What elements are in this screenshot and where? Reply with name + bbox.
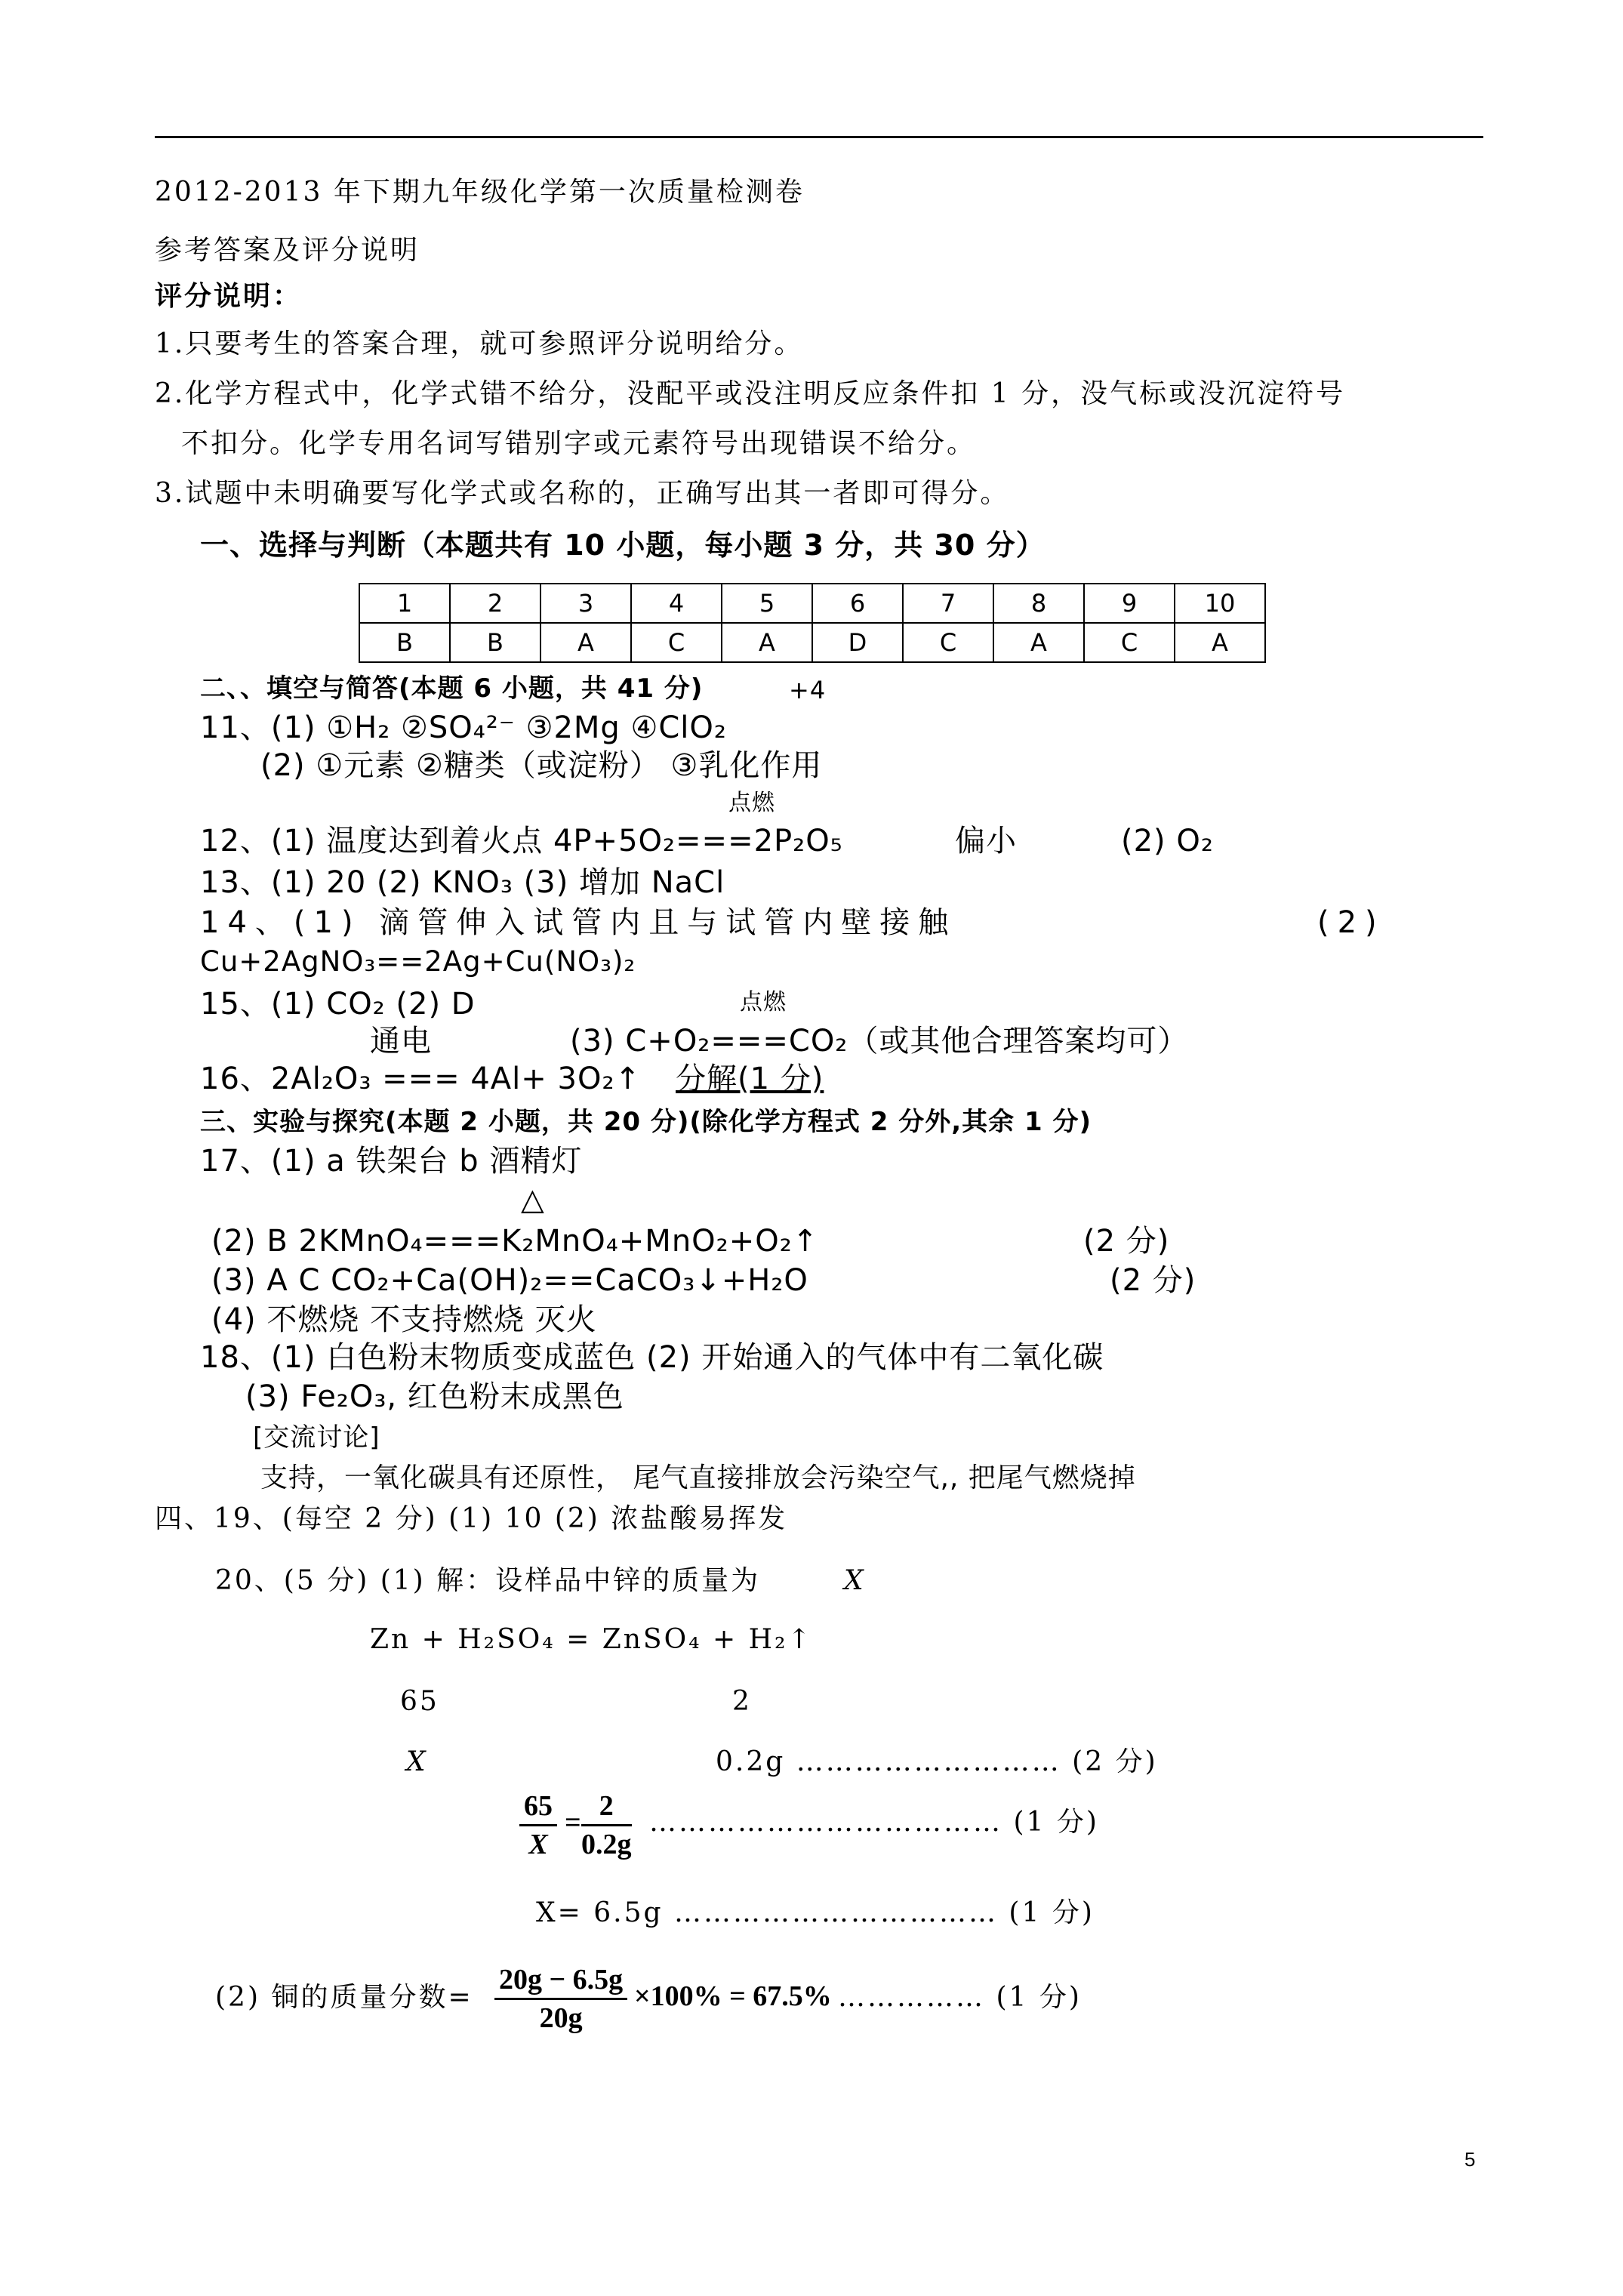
table-cell: 8 [993,584,1084,623]
valence-superscript: +4 [789,676,827,704]
q11-part2: (2) ①元素 ②糖类（或淀粉） ③乳化作用 [260,748,823,783]
table-cell: A [540,623,631,662]
table-cell: A [722,623,812,662]
percentage-score: …………… (1 分) [838,1982,1082,2013]
table-cell: B [359,623,450,662]
q17-part1: 17、(1) a 铁架台 b 酒精灯 [200,1144,583,1179]
table-cell: 9 [1084,584,1175,623]
condition-electrolysis: 通电 [370,1024,432,1059]
q19-answer: 四、19、(每空 2 分) (1) 10 (2) 浓盐酸易挥发 [155,1503,788,1534]
q20-part2-label: (2) 铜的质量分数= [215,1982,473,2013]
q20-unknown: X [406,1746,428,1777]
grading-rule-2a: 2.化学方程式中，化学式错不给分，没配平或没注明反应条件扣 1 分，没气标或没沉淀符号 [155,378,1346,409]
q14-part2-label: (2) [1317,905,1385,940]
ratio-fraction-left [519,1789,557,1861]
condition-ignite-2: 点燃 [740,989,787,1015]
q18-part3: (3) Fe₂O₃, 红色粉末成黑色 [245,1379,624,1414]
table-cell: 5 [722,584,812,623]
heat-condition-symbol: △ [521,1182,545,1217]
q11-part1: 11、(1) ①H₂ ②SO₄²⁻ ③2Mg ④ClO₂ [200,710,727,745]
page-number: 5 [1464,2148,1476,2171]
grading-rule-3: 3.试题中未明确要写化学式或名称的，正确写出其一者即可得分。 [155,478,1010,509]
q17-part2: (2) B 2KMnO₄===K₂MnO₄+MnO₂+O₂↑ [211,1224,819,1259]
percentage-numerator: 20g − 6.5g [494,1963,627,2000]
q20-equation: Zn + H₂SO₄ = ZnSO₄ + H₂↑ [370,1624,813,1655]
q17-part2-score: (2 分) [1083,1224,1170,1259]
table-cell: 10 [1175,584,1265,623]
percentage-denominator: 20g [539,2002,583,2034]
q15-part3: (3) C+O₂===CO₂（或其他合理答案均可） [570,1024,1189,1059]
table-cell: 3 [540,584,631,623]
section2-heading: 二、、填空与简答(本题 6 小题，共 41 分) [200,673,704,704]
q12-part1: 12、(1) 温度达到着火点 4P+5O₂===2P₂O₅ [200,824,843,858]
table-cell: C [1084,623,1175,662]
table-cell: 2 [450,584,540,623]
multiple-choice-answer-table [359,583,1266,663]
q17-part4: (4) 不燃烧 不支持燃烧 灭火 [211,1302,597,1337]
table-cell: B [450,623,540,662]
grading-heading: 评分说明： [155,280,303,312]
q20-given-mass: 0.2g ……………………… (2 分) [716,1746,1158,1777]
section1-heading: 一、选择与判断（本题共有 10 小题，每小题 3 分，共 30 分） [200,529,1046,562]
q20-result: X= 6.5g …………………………… (1 分) [536,1897,1095,1928]
q20-intro: 20、(5 分) (1) 解：设样品中锌的质量为 [215,1565,761,1596]
document-subtitle: 参考答案及评分说明 [155,235,420,266]
table-cell: 1 [359,584,450,623]
q14-part1: 14、(1) 滴管伸入试管内且与试管内壁接触 [200,905,957,940]
ratio-denominator-right: 0.2g [581,1829,632,1860]
table-cell: A [1175,623,1265,662]
ratio-numerator-left: 65 [519,1789,557,1826]
q20-variable: X [844,1565,866,1596]
table-cell: 7 [903,584,993,623]
q20-molar-mass-h2: 2 [732,1686,752,1717]
table-cell: D [812,623,903,662]
ratio-fraction-right [581,1789,632,1861]
table-cell: A [993,623,1084,662]
q16-reaction-type: 分解(1 分) [676,1062,824,1096]
percentage-result: ×100% = 67.5% [634,1980,832,2012]
q12-part2: (2) O₂ [1121,824,1214,858]
section3-heading: 三、实验与探究(本题 2 小题，共 20 分)(除化学方程式 2 分外,其余 1 分) [200,1107,1092,1137]
ratio-denominator-left: X [528,1829,548,1860]
q20-molar-mass-zn: 65 [400,1686,439,1717]
condition-ignite-1: 点燃 [728,790,775,816]
q12-result: 偏小 [955,824,1017,858]
ratio-score: ……………………………… (1 分) [649,1807,1099,1838]
q18-discussion-answer: 支持，一氧化碳具有还原性， 尾气直接排放会污染空气,, 把尾气燃烧掉 [260,1462,1136,1493]
table-cell: 6 [812,584,903,623]
q17-part3-score: (2 分) [1110,1263,1196,1298]
equals-sign: = [565,1807,581,1838]
q15-part1: 15、(1) CO₂ (2) D [200,987,476,1022]
table-row [359,584,1265,623]
discussion-label: [交流讨论] [253,1422,380,1453]
table-cell: 4 [631,584,722,623]
grading-rule-1: 1.只要考生的答案合理，就可参照评分说明给分。 [155,328,804,359]
table-cell: C [631,623,722,662]
document-title: 2012-2013 年下期九年级化学第一次质量检测卷 [155,177,805,208]
q17-part3: (3) A C CO₂+Ca(OH)₂==CaCO₃↓+H₂O [211,1263,808,1298]
q16-equation: 16、2Al₂O₃ === 4Al+ 3O₂↑ [200,1062,641,1096]
q14-equation: Cu+2AgNO₃==2Ag+Cu(NO₃)₂ [200,945,636,978]
q18-part1-2: 18、(1) 白色粉末物质变成蓝色 (2) 开始通入的气体中有二氧化碳 [200,1340,1104,1375]
percentage-fraction [494,1963,627,2035]
table-cell: C [903,623,993,662]
header-rule [155,136,1483,138]
q13-answer: 13、(1) 20 (2) KNO₃ (3) 增加 NaCl [200,865,725,900]
table-row [359,623,1265,662]
ratio-numerator-right: 2 [581,1789,632,1826]
grading-rule-2b: 不扣分。化学专用名词写错别字或元素符号出现错误不给分。 [181,428,977,459]
